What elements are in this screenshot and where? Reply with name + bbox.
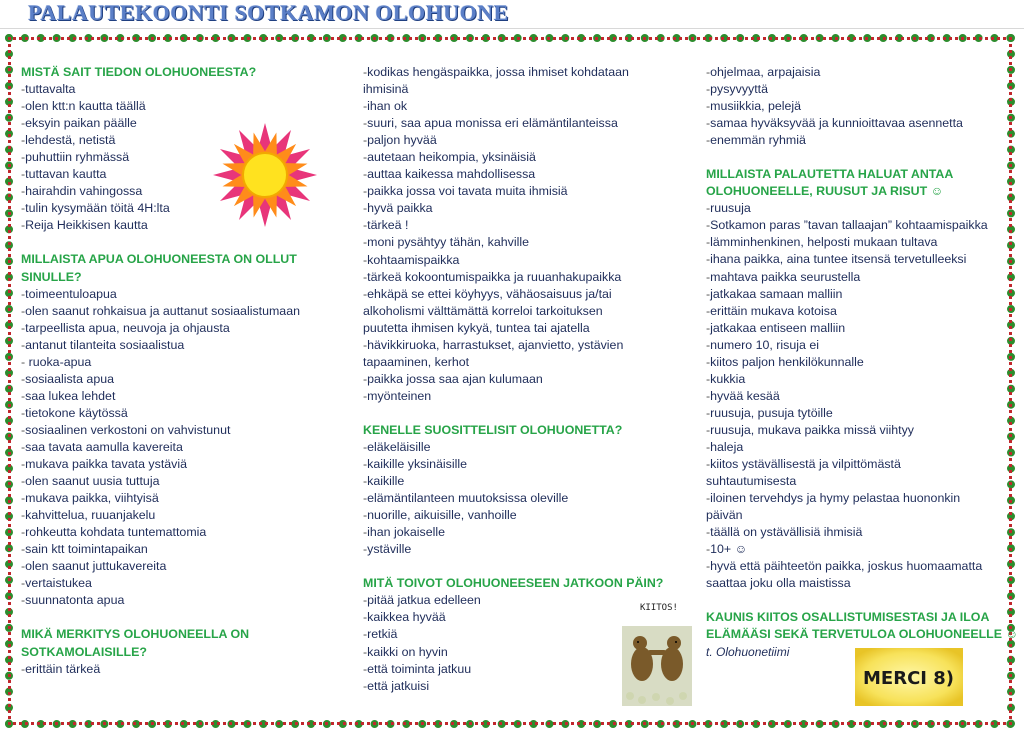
feedback-item: - ruusuja, mukava paikka missä viihtyy — [706, 422, 1006, 439]
feedback-item: - hyvä paikka — [363, 200, 693, 217]
feedback-item: - hairahdin vahingossa — [21, 183, 351, 200]
feedback-item: - kaikille — [363, 473, 693, 490]
feedback-item: - että toiminta jatkuu — [363, 661, 693, 678]
feedback-item: - lehdestä, netistä — [21, 132, 351, 149]
feedback-item-continuation: tapaaminen, kerhot — [363, 354, 470, 369]
feedback-item: - olen saanut uusia tuttuja — [21, 473, 351, 490]
feedback-item: - kaikki on hyvin — [363, 644, 693, 661]
feedback-item: - kohtaamispaikka — [363, 252, 693, 269]
feedback-item: - olen saanut rohkaisua ja auttanut sosiaalistumaan — [21, 303, 351, 320]
feedback-item: - ruoka-apua — [21, 354, 351, 371]
feedback-item: - ohjelmaa, arpajaisia — [706, 64, 1006, 81]
section-heading: MILLAISTA APUA OLOHUONEESTA ON OLLUT — [21, 252, 297, 267]
feedback-item: - mahtava paikka seurustella — [706, 269, 1006, 286]
feedback-item: - retkiä — [363, 626, 693, 643]
feedback-item: - tärkeä ! — [363, 217, 693, 234]
feedback-item-continuation: suhtautumisesta — [706, 474, 797, 489]
feedback-item: - mukava paikka tavata ystäviä — [21, 456, 351, 473]
feedback-item: - kodikas hengäspaikka, jossa ihmiset kohdataan — [363, 64, 693, 81]
feedback-item: - samaa hyväksyvää ja kunnioittavaa asennetta — [706, 115, 1006, 132]
section-spacer — [363, 558, 693, 575]
page-title: PALAUTEKOONTI SOTKAMON OLOHUONE — [28, 0, 509, 25]
feedback-item: - kukkia — [706, 371, 1006, 388]
section-spacer — [21, 234, 351, 251]
feedback-item: - kahvittelua, ruuanjakelu — [21, 507, 351, 524]
feedback-item: - toimeentuloapua — [21, 286, 351, 303]
feedback-item: - kiitos paljon henkilökunnalle — [706, 354, 1006, 371]
section-spacer — [363, 405, 693, 422]
feedback-item: - rohkeutta kohdata tuntemattomia — [21, 524, 351, 541]
feedback-item: - ystäville — [363, 541, 693, 558]
section-heading: SINULLE? — [21, 269, 82, 284]
feedback-item: - kiitos ystävällisestä ja vilpittömästä — [706, 456, 1006, 473]
feedback-item: - erittäin tärkeä — [21, 661, 351, 678]
feedback-item: - että jatkuisi — [363, 678, 693, 695]
feedback-item: - mukava paikka, viihtyisä — [21, 490, 351, 507]
feedback-item: - moni pysähtyy tähän, kahville — [363, 234, 693, 251]
feedback-item: - musiikkia, pelejä — [706, 98, 1006, 115]
section-heading: KENELLE SUOSITTELISIT OLOHUONETTA? — [363, 422, 623, 437]
feedback-item: - Sotkamon paras ”tavan tallaajan” kohtaamispaikka — [706, 217, 1006, 234]
feedback-item: - saa lukea lehdet — [21, 388, 351, 405]
feedback-item: - ihana paikka, aina tuntee itsensä tervetulleeksi — [706, 251, 1006, 268]
feedback-item-continuation: ihmisinä — [363, 82, 409, 97]
feedback-item: - haleja — [706, 439, 1006, 456]
feedback-item: - saa tavata aamulla kavereita — [21, 439, 351, 456]
feedback-item: - auttaa kaikessa mahdollisessa — [363, 166, 693, 183]
section-heading: ELÄMÄÄSI SEKÄ TERVETULOA OLOHUONEELLE ☺ — [706, 627, 1019, 642]
feedback-item: - vertaistukea — [21, 575, 351, 592]
feedback-item: - tärkeä kokoontumispaikka ja ruuanhakupaikka — [363, 269, 693, 286]
feedback-item: - antanut tilanteita sosiaalistua — [21, 337, 351, 354]
feedback-item: - ehkäpä se ettei köyhyys, vähäosaisuus ja/tai — [363, 286, 693, 303]
feedback-item: - paljon hyvää — [363, 132, 693, 149]
title-divider — [0, 28, 1024, 29]
kiitos-caption: KIITOS! — [640, 603, 678, 613]
feedback-item: - ruusuja, pusuja tytöille — [706, 405, 1006, 422]
feedback-item: - olen saanut juttukavereita — [21, 558, 351, 575]
feedback-item: - lämminhenkinen, helposti mukaan tultava — [706, 234, 1006, 251]
feedback-item: - tuttavalta — [21, 81, 351, 98]
column-3 — [706, 64, 1019, 661]
feedback-item-continuation: saattaa joku olla maistissa — [706, 576, 851, 591]
section-spacer — [706, 592, 1006, 609]
feedback-item-continuation: puutetta ihmisen kykyä, tuntea tai ajatella — [363, 320, 590, 335]
feedback-item: - ihan ok — [363, 98, 693, 115]
feedback-item: - Reija Heikkisen kautta — [21, 217, 351, 234]
signature: t. Olohuonetiimi — [706, 644, 790, 659]
feedback-item: - paikka jossa voi tavata muita ihmisiä — [363, 183, 693, 200]
feedback-item: - enemmän ryhmiä — [706, 132, 1006, 149]
feedback-item: - sain ktt toimintapaikan — [21, 541, 351, 558]
feedback-item: - pitää jatkua edelleen — [363, 592, 693, 609]
section-heading: OLOHUONEELLE, RUUSUT JA RISUT ☺ — [706, 184, 944, 199]
merci-sticker-icon — [855, 648, 963, 706]
section-heading: MITÄ TOIVOT OLOHUONEESEEN JATKOON PÄIN? — [363, 576, 664, 591]
bears-thanking-icon — [620, 598, 694, 708]
section-heading: KAUNIS KIITOS OSALLISTUMISESTASI JA ILOA — [706, 610, 990, 625]
feedback-item: - autetaan heikompia, yksinäisiä — [363, 149, 693, 166]
feedback-item: - 10+ ☺ — [706, 541, 1006, 558]
sun-icon — [210, 120, 320, 230]
feedback-item: - ihan jokaiselle — [363, 524, 693, 541]
feedback-item: - kaikille yksinäisille — [363, 456, 693, 473]
feedback-item: - suunnatonta apua — [21, 592, 351, 609]
feedback-item: - jatkakaa entiseen malliin — [706, 320, 1006, 337]
feedback-item: - jatkakaa samaan malliin — [706, 286, 1006, 303]
feedback-item: - elämäntilanteen muutoksissa oleville — [363, 490, 693, 507]
feedback-item: - ruusuja — [706, 200, 1006, 217]
feedback-item: - sosiaalista apua — [21, 371, 351, 388]
section-heading: MISTÄ SAIT TIEDON OLOHUONEESTA? — [21, 65, 257, 79]
feedback-item: - paikka jossa saa ajan kulumaan — [363, 371, 693, 388]
feedback-item: - nuorille, aikuisille, vanhoille — [363, 507, 693, 524]
feedback-item-continuation: päivän — [706, 508, 743, 523]
feedback-item: - myönteinen — [363, 388, 693, 405]
feedback-item: - pysyvyyttä — [706, 81, 1006, 98]
section-spacer — [706, 149, 1006, 166]
feedback-item: - tulin kysymään töitä 4H:lta — [21, 200, 351, 217]
feedback-item: - tarpeellista apua, neuvoja ja ohjausta — [21, 320, 351, 337]
feedback-item: - hyvä että päihteetön paikka, joskus huomaamatta — [706, 558, 1006, 575]
feedback-item: - hävikkiruoka, harrastukset, ajanvietto, ystävien — [363, 337, 693, 354]
feedback-item: - suuri, saa apua monissa eri elämäntilanteissa — [363, 115, 693, 132]
feedback-item: - tietokone käytössä — [21, 405, 351, 422]
feedback-item: - sosiaalinen verkostoni on vahvistunut — [21, 422, 351, 439]
feedback-item: - erittäin mukava kotoisa — [706, 303, 1006, 320]
section-heading: MILLAISTA PALAUTETTA HALUAT ANTAA — [706, 167, 954, 182]
feedback-item: - eläkeläisille — [363, 439, 693, 456]
section-heading: MIKÄ MERKITYS OLOHUONEELLA ON — [21, 627, 250, 642]
feedback-item: - kaikkea hyvää — [363, 609, 693, 626]
feedback-item: - eksyin paikan päälle — [21, 115, 351, 132]
section-spacer — [21, 609, 351, 626]
feedback-item: - puhuttiin ryhmässä — [21, 149, 351, 166]
feedback-item: - tuttavan kautta — [21, 166, 351, 183]
feedback-item: - olen ktt:n kautta täällä — [21, 98, 351, 115]
feedback-item: - täällä on ystävällisiä ihmisiä — [706, 524, 1006, 541]
section-heading: SOTKAMOLAISILLE? — [21, 644, 147, 659]
merci-text: MERCI 8) — [863, 668, 954, 689]
feedback-item: - hyvää kesää — [706, 388, 1006, 405]
feedback-item-continuation: alkoholismi välttämättä korreloi tarkoituksen — [363, 303, 603, 318]
feedback-item: - iloinen tervehdys ja hymy pelastaa huononkin — [706, 490, 1006, 507]
feedback-item: - numero 10, risuja ei — [706, 337, 1006, 354]
